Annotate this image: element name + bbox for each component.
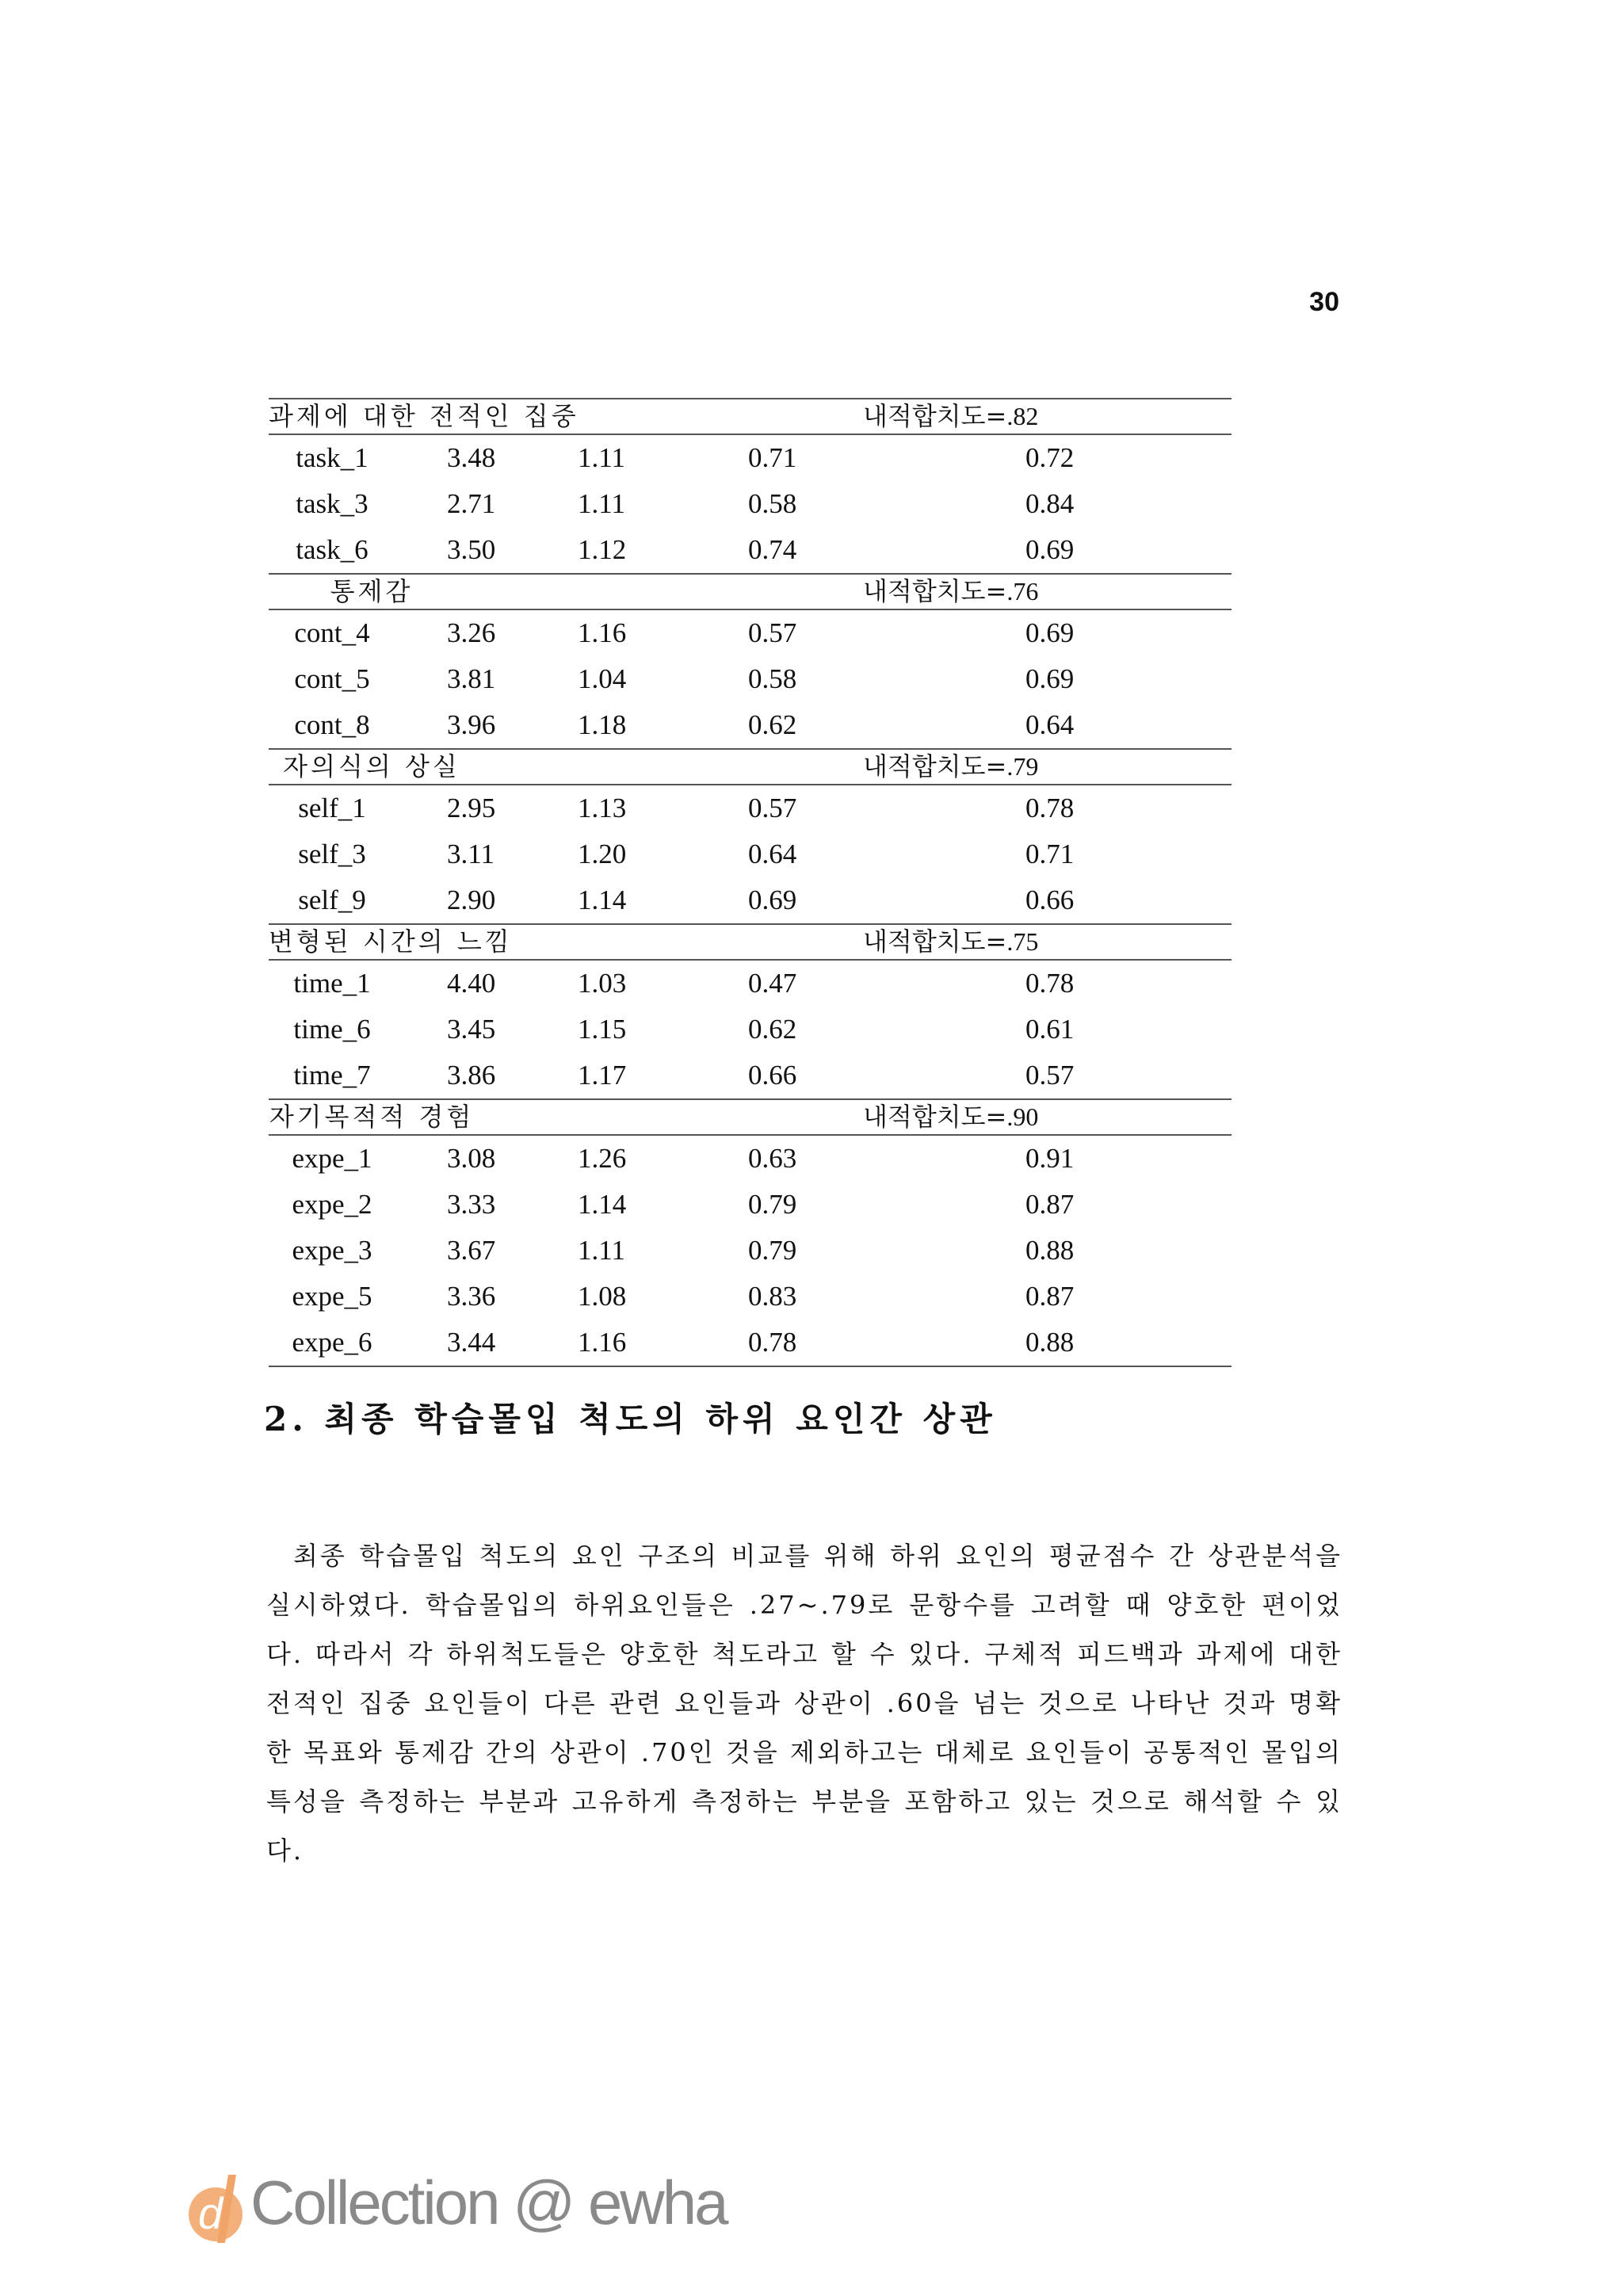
table-row: cont_8 3.96 1.18 0.62 0.64: [294, 709, 1075, 740]
group-header: [269, 573, 1232, 610]
group-header: [269, 1098, 1232, 1136]
group-header: [269, 748, 1232, 785]
table-row: time_7 3.86 1.17 0.66 0.57: [293, 1060, 1075, 1091]
table-row: expe_2 3.33 1.14 0.79 0.87: [292, 1189, 1075, 1220]
group-alpha: 내적합치도=.75: [863, 926, 1039, 957]
group-name: 자의식의 상실: [283, 751, 460, 781]
group-name: 변형된 시간의 느낌: [269, 926, 513, 957]
svg-text:d: d: [198, 2188, 223, 2238]
table-row: expe_5 3.36 1.08 0.83 0.87: [292, 1281, 1075, 1312]
table-row: task_1 3.48 1.11 0.71 0.72: [296, 442, 1075, 473]
logo-wordmark: Collection @ ewha: [250, 2168, 727, 2237]
table-row: cont_5 3.81 1.04 0.58 0.69: [294, 663, 1075, 694]
group-name: 통제감: [330, 576, 414, 606]
table-row: self_9 2.90 1.14 0.69 0.66: [298, 884, 1075, 915]
factor-loading-table: [269, 398, 1232, 1367]
group-alpha: 내적합치도=.79: [863, 751, 1039, 781]
body-paragraph: 최종 학습몰입 척도의 요인 구조의 비교를 위해 하위 요인의 평균점수 간 상관분석을 실시하였다. 학습몰입의 하위요인들은 .27~.79로 문항수를 고려할 때 양호한 편이었다. 따라서 각 하위척도들은 양호한 척도라고 할 수 있다. 구체적 피드백과 과제에 대한 전적인 집중 요인들이 다른 관련 요인들과 상관이 .60을 넘는 것으로 나타난 것과 명확한 목표와 통제감 간의 상관이 .70인 것을 제외하고는 대체로 요인들이 공통적인 몰입의 특성을 측정하는 부분과 고유하게 측정하는 부분을 포함하고 있는 것으로 해석할 수 있다.: [266, 1541, 1342, 1866]
table-row: task_3 2.71 1.11 0.58 0.84: [296, 488, 1075, 519]
group-alpha: 내적합치도=.82: [863, 401, 1039, 431]
table-row: cont_4 3.26 1.16 0.57 0.69: [294, 617, 1075, 648]
table-row: time_1 4.40 1.03 0.47 0.78: [293, 968, 1075, 999]
table-row: time_6 3.45 1.15 0.62 0.61: [293, 1014, 1075, 1045]
dcollection-logo-icon: [184, 2168, 257, 2248]
table-row: self_3 3.11 1.20 0.64 0.71: [298, 839, 1075, 869]
table-row: task_6 3.50 1.12 0.74 0.69: [296, 534, 1075, 565]
group-header: [269, 923, 1232, 961]
section-title: 2. 최종 학습몰입 척도의 하위 요인간 상관: [264, 1400, 997, 1438]
dcollection-logo: [184, 2167, 739, 2254]
group-alpha: 내적합치도=.76: [863, 576, 1039, 606]
table-row: expe_6 3.44 1.16 0.78 0.88: [292, 1327, 1075, 1358]
group-name: 과제에 대한 전적인 집중: [269, 401, 579, 431]
group-header: [269, 398, 1232, 435]
page-number: 30: [1309, 287, 1339, 317]
table-row: expe_1 3.08 1.26 0.63 0.91: [292, 1143, 1075, 1174]
table-bottom-rule: [269, 1366, 1232, 1367]
table-row: expe_3 3.67 1.11 0.79 0.88: [292, 1235, 1075, 1266]
table-row: self_1 2.95 1.13 0.57 0.78: [298, 793, 1075, 823]
group-alpha: 내적합치도=.90: [863, 1102, 1039, 1132]
group-name: 자기목적적 경험: [269, 1102, 475, 1132]
